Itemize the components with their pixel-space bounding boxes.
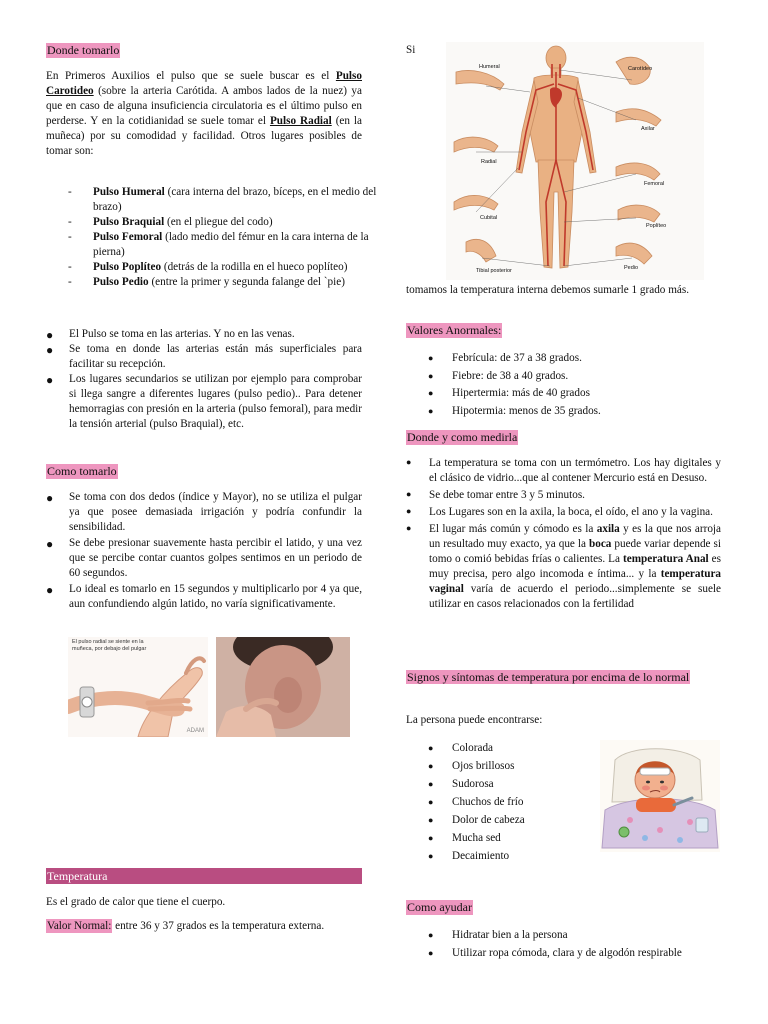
list-item: ● Febrícula: de 37 a 38 grados. <box>428 352 582 364</box>
list-item: - Pulso Femoral (lado medio del fémur en la cara interna de la pierna) <box>68 231 369 258</box>
list-item: - Pulso Humeral (cara interna del brazo, bíceps, en el medio del brazo) <box>68 186 377 213</box>
internal-temperature-note: tomamos la temperatura interna debemos sumarle 1 grado más. <box>406 284 690 296</box>
list-item: ● Chuchos de frío <box>428 796 524 808</box>
list-item: ● Lo ideal es tomarlo en 15 segundos y multiplicarlo por 4 ya que, aun confundiendo algún latido, no varía significativamente. <box>46 583 362 610</box>
heading-como-tomarlo: Como tomarlo <box>47 464 117 478</box>
heading-donde-medirla: Donde y como medirla <box>407 430 518 444</box>
where-to-measure-list <box>406 456 721 612</box>
radial-pulse-image: El pulso radial se siente en la muñeca, por debajo del pulgar ADAM <box>68 637 208 737</box>
persona-intro: La persona puede encontrarse: <box>406 714 543 726</box>
list-item: ● La temperatura se toma con un termómetro. Los hay digitales y el clásico de vidrio...que al contener Mercurio está en Desuso. <box>406 457 721 484</box>
label-popliteo: Poplíteo <box>646 223 667 229</box>
list-item: ● Se debe tomar entre 3 y 5 minutos. <box>406 489 585 501</box>
list-item: ● Se toma con dos dedos (índice y Mayor), no se utiliza el pulgar ya que posee demasiada irrigación y podría confundir la sensibilidad. <box>46 491 362 533</box>
how-to-take-list <box>46 490 362 612</box>
heading-donde-tomarlo: Donde tomarlo <box>47 43 120 57</box>
pulse-facts-list <box>46 327 362 432</box>
label-axilar: Axilar <box>641 126 655 132</box>
list-item: ● Hidratar bien a la persona <box>428 929 568 941</box>
symptoms-list <box>406 739 596 865</box>
pulse-locations-list <box>68 185 384 290</box>
heading-temperatura: Temperatura <box>46 868 362 884</box>
list-item: ● Fiebre: de 38 a 40 grados. <box>428 369 569 382</box>
label-tibial-posterior: Tibial posterior <box>476 268 512 274</box>
list-item: - Pulso Poplíteo (detrás de la rodilla en el hueco poplíteo) <box>68 261 348 273</box>
temperature-definition: Es el grado de calor que tiene el cuerpo. <box>46 896 226 908</box>
list-item: ● Hipertermia: más de 40 grados <box>428 387 590 399</box>
label-carotideo: Carotídeo <box>628 66 653 72</box>
list-item: ● Dolor de cabeza <box>428 814 525 826</box>
list-item: ● Colorada <box>428 742 494 754</box>
list-item: ● Hipotermia: menos de 35 grados. <box>428 404 601 417</box>
list-item: - Pulso Braquial (en el pliegue del codo) <box>68 216 273 228</box>
normal-value-paragraph: Valor Normal: entre 36 y 37 grados es la temperatura externa. <box>47 920 325 932</box>
heading-como-ayudar: Como ayudar <box>407 900 472 914</box>
carotid-pulse-image <box>216 637 350 737</box>
label-pedio: Pedio <box>624 265 639 271</box>
list-item: ● Utilizar ropa cómoda, clara y de algodón respirable <box>428 946 682 959</box>
si-text: Si <box>406 44 416 56</box>
list-item: ● Los Lugares son en la axila, la boca, el oído, el ano y la vagina. <box>406 506 713 518</box>
abnormal-values-list <box>406 350 721 420</box>
list-item: ● Los lugares secundarios se utilizan por ejemplo para comprobar si llega sangre a diferentes lugares (pulso pedio).. Para detener hemorragias con presión en la arteria (pulso femoral), para medir la tensión arterial (pulso Braquial), etc. <box>46 373 362 430</box>
heading-valores-anormales: Valores Anormales: <box>407 323 502 337</box>
list-item: ● Sudorosa <box>428 778 494 790</box>
intro-paragraph: En Primeros Auxilios el pulso que se suele buscar es el Pulso Carotideo (sobre la arteria Carótida. A ambos lados de la nuez) ya que en caso de alguna insuficiencia circulatoria es el último pulso en perderse. Y en la cotidianidad se suele tomar el Pulso Radial (en la muñeca) por su comodidad y facilidad. Otros lugares posibles de tomar son: <box>46 70 363 157</box>
sick-child-illustration <box>600 740 720 852</box>
list-item: ● Se toma en donde las arterias están más superficiales para facilitar su recepción. <box>46 343 362 370</box>
list-item: ● El lugar más común y cómodo es la axila y es la que nos arroja un resultado muy exacto, ya que la boca puede variar depende si tomo o comió bebidas frías o calientes. La temperatura Anal es muy precisa, pero algo incomoda e íntima... y la temperatura vaginal varía de acuerdo el periodo...simplemente se suele utilizar en casos relacionados con la fertilidad <box>406 523 721 610</box>
pulse-points-body-diagram <box>446 42 704 280</box>
list-item: ● El Pulso se toma en las arterias. Y no en las venas. <box>46 328 295 342</box>
list-item: ● Mucha sed <box>428 832 501 844</box>
list-item: - Pulso Pedio (entre la primer y segunda falange del `pie) <box>68 276 345 288</box>
list-item: ● Ojos brillosos <box>428 760 515 772</box>
how-to-help-list <box>406 927 721 962</box>
list-item: ● Decaimiento <box>428 850 510 862</box>
label-humeral: Humeral <box>479 64 500 70</box>
list-item: ● Se debe presionar suavemente hasta percibir el latido, y una vez que se percibe contar cuantos golpes sentimos en un periodo de 60 segundos. <box>46 537 362 579</box>
label-radial: Radial <box>481 159 497 165</box>
label-femoral: Femoral <box>644 181 665 187</box>
label-cubital: Cubital <box>480 215 498 221</box>
heading-signos-sintomas: Signos y síntomas de temperatura por encima de lo normal <box>407 670 690 684</box>
